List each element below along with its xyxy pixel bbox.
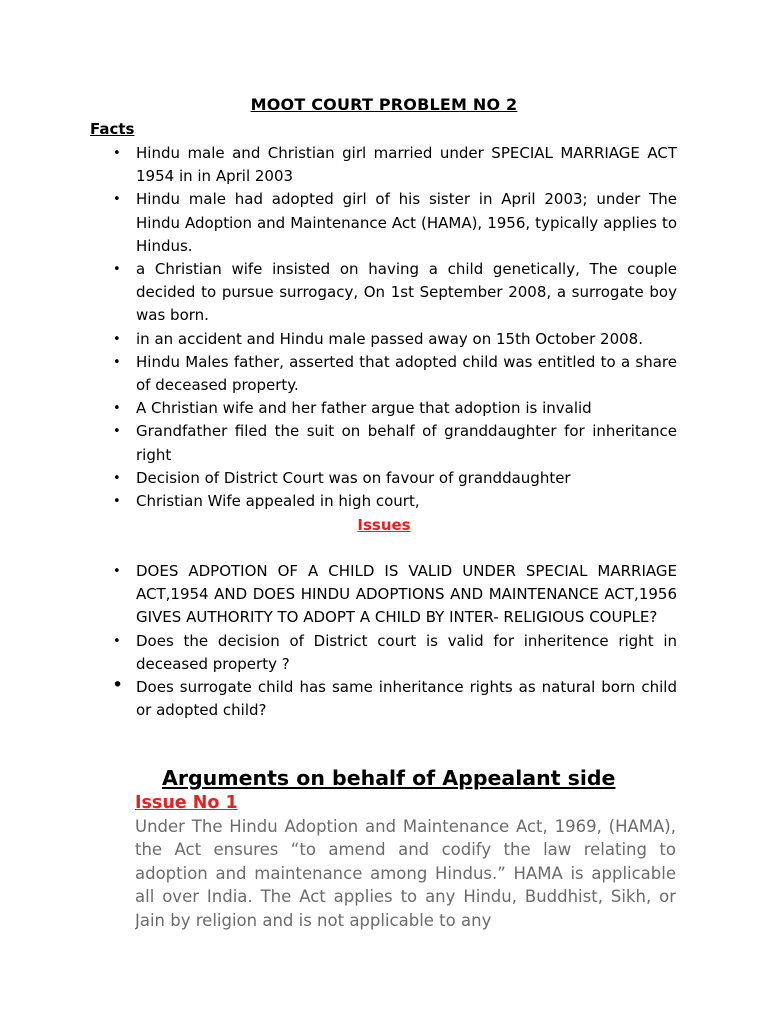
list-item: • DOES ADPOTION OF A CHILD IS VALID UNDER SPECIAL MARRIAGE ACT,1954 AND DOES HINDU ADOPTIONS AND MAINTENANCE ACT,1956 GIVES AUTHORITY TO ADOPT A CHILD BY INTER- RELIGIOUS COUPLE? <box>113 562 677 627</box>
list-item: • Does surrogate child has same inheritance rights as natural born child or adopted child? <box>112 674 677 720</box>
list-item: • Hindu male and Christian girl married under SPECIAL MARRIAGE ACT 1954 in in April 2003 <box>113 144 677 186</box>
list-item: • Hindu male had adopted girl of his sister in April 2003; under The Hindu Adoption and Maintenance Act (HAMA), 1956, typically applies to Hindus. <box>113 190 677 255</box>
list-item: • a Christian wife insisted on having a child genetically, The couple decided to pursue surrogacy, On 1st September 2008, a surrogate boy was born. <box>113 260 677 325</box>
list-item: • in an accident and Hindu male passed away on 15th October 2008. <box>110 328 677 351</box>
bullet-icon: • <box>113 146 121 161</box>
facts-heading: Facts <box>90 120 135 138</box>
arguments-heading: Arguments on behalf of Appealant side <box>162 766 616 790</box>
bullet-icon: • <box>112 674 124 697</box>
bullet-icon: • <box>113 192 121 208</box>
list-item: • Grandfather filed the suit on behalf of granddaughter for inheritance right <box>113 422 677 464</box>
page-title: MOOT COURT PROBLEM NO 2 <box>250 95 518 114</box>
issues-list <box>110 560 677 722</box>
bullet-icon: • <box>113 354 121 370</box>
bullet-icon: • <box>113 262 121 278</box>
bullet-icon: • <box>113 331 121 347</box>
list-item: • A Christian wife and her father argue that adoption is invalid <box>110 397 677 420</box>
list-item: • Christian Wife appealed in high court, <box>110 490 677 513</box>
facts-list <box>110 142 677 513</box>
bullet-icon: • <box>113 470 121 486</box>
list-item: • Decision of District Court was on favour of granddaughter <box>110 467 677 490</box>
bullet-icon: • <box>113 633 121 649</box>
issues-heading: Issues <box>357 516 411 534</box>
bullet-icon: • <box>113 401 121 417</box>
bullet-icon: • <box>113 564 121 579</box>
argument-paragraph: Under The Hindu Adoption and Maintenance Act, 1969, (HAMA), the Act ensures “to amend and codify the law relating to adoption and maintenance among Hindus.” HAMA is applicable all over India. The Act applies to any Hindu, Buddhist, Sikh, or Jain by religion and is not applicable to any <box>135 817 676 930</box>
bullet-icon: • <box>113 494 121 510</box>
bullet-icon: • <box>113 424 121 440</box>
list-item: • Does the decision of District court is valid for inheritence right in deceased property ? <box>113 631 677 673</box>
list-item: • Hindu Males father, asserted that adopted child was entitled to a share of deceased property. <box>113 352 677 395</box>
issue-label: Issue No 1 <box>135 793 238 813</box>
